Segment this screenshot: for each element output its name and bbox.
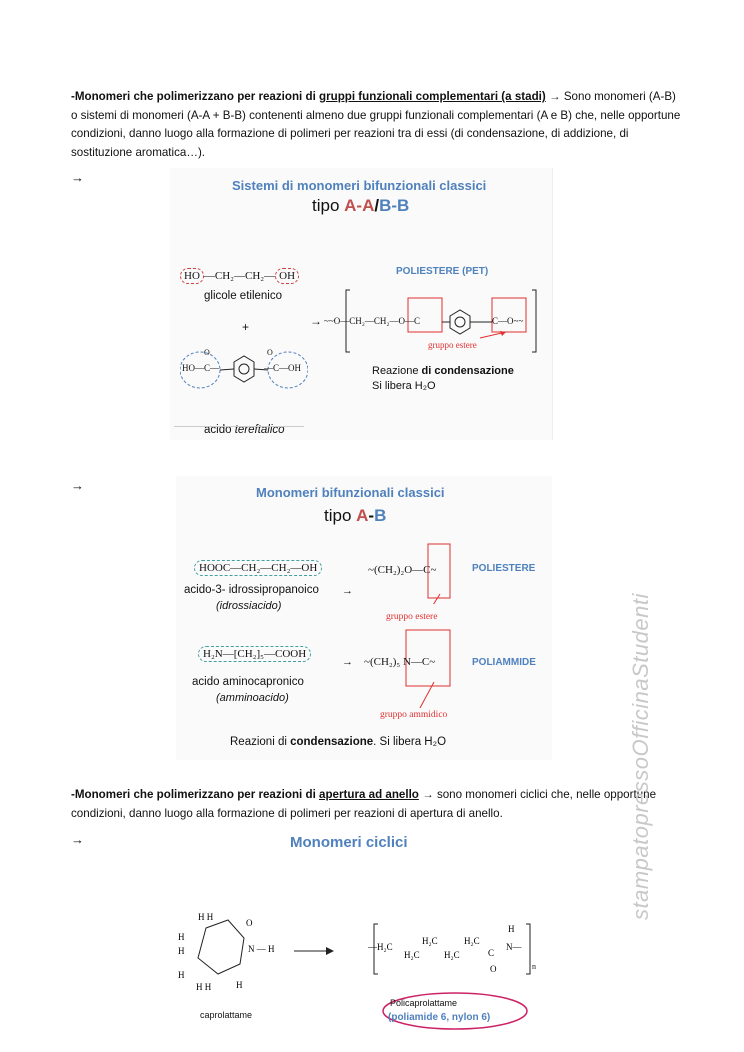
paragraph-lead: -Monomeri che polimerizzano per reazioni di xyxy=(71,90,320,103)
svg-text:—H₂C: —H₂C xyxy=(368,942,393,952)
svg-text:O: O xyxy=(490,964,497,974)
figure2-tipo: tipo A-B xyxy=(324,506,387,525)
reaction-arrow xyxy=(294,946,334,956)
figure2-title: Monomeri bifunzionali classici xyxy=(256,485,445,500)
svg-text:H₂C: H₂C xyxy=(444,950,460,960)
svg-text:H: H xyxy=(178,970,185,980)
chain-text-right: C—O~~ xyxy=(492,316,524,326)
arrow-1: → xyxy=(342,585,353,597)
polyamide-chain: ~(CH₂)₅ N—C~ xyxy=(364,656,436,668)
watermark: stampatopressoOfficinaStudenti xyxy=(628,593,653,920)
svg-text:O: O xyxy=(246,918,253,928)
svg-text:C: C xyxy=(488,948,495,958)
polyester-label-2: POLIESTERE xyxy=(472,563,536,574)
plus-sign: + xyxy=(242,320,250,334)
svg-text:H H: H H xyxy=(196,982,212,992)
svg-text:N — H: N — H xyxy=(248,944,275,954)
polymer-ellipse xyxy=(380,990,530,1032)
figure1-bottom-rule xyxy=(174,426,304,427)
polymer-alias: (poliamide 6, nylon 6) xyxy=(388,1012,491,1023)
subscript-n: n xyxy=(532,962,536,971)
reaction-line-2: Si libera H₂O xyxy=(372,380,436,392)
svg-text:H: H xyxy=(236,980,243,990)
svg-text:H: H xyxy=(508,924,515,934)
glycol-name: glicole etilenico xyxy=(204,290,282,302)
figure1-title: Sistemi di monomeri bifunzionali classici xyxy=(232,178,487,193)
arrow-bullet-3: → xyxy=(71,832,84,847)
acid-right-group: —C—OH xyxy=(264,363,302,373)
figure-aa-bb xyxy=(170,168,553,440)
caprolactam-structure xyxy=(176,908,276,998)
arrow-bullet-2: → xyxy=(71,478,84,493)
svg-text:H: H xyxy=(178,932,185,942)
polymer-name: Policaprolattame xyxy=(390,998,458,1008)
glycol-formula: HO —CH₂—CH₂— OH xyxy=(180,270,299,282)
amino-acid-formula: H₂N—[CH₂]₅—COOH xyxy=(198,646,311,662)
amino-acid-name: acido aminocapronico xyxy=(192,676,304,688)
amino-acid-class: (amminoacido) xyxy=(216,692,289,704)
acid-o-right: O xyxy=(267,348,273,357)
reaction-line-1: Reazione di condensazione xyxy=(372,365,514,377)
paragraph2-body: sono monomeri ciclici che, nelle opportune condizioni, danno luogo alla formazione di polimeri per reazioni di apertura di anello. xyxy=(71,788,657,820)
polyamide-box xyxy=(404,628,474,708)
svg-text:N—: N— xyxy=(506,942,522,952)
polyamide-label: POLIAMMIDE xyxy=(472,657,536,668)
gruppo-estere-label-2: gruppo estere xyxy=(386,612,438,622)
svg-text:H₂C: H₂C xyxy=(404,950,420,960)
acid-left-group: HO—C— xyxy=(182,363,220,373)
polyester-label: POLIESTERE (PET) xyxy=(396,266,489,277)
paragraph-stepwise xyxy=(71,88,681,162)
figure1-tipo: tipo A-A/B-B xyxy=(312,196,410,215)
figure2-reaction: Reazioni di condensazione. Si libera H₂O xyxy=(230,736,447,748)
caprolactam-name: caprolattame xyxy=(200,1010,253,1020)
hydroxy-acid-formula: HOOC—CH₂—CH₂—OH xyxy=(194,560,322,576)
paragraph-body: Sono monomeri (A-B) o sistemi di monomeri (A-A + B-B) contenenti almeno due gruppi funzionali complementari (A e B) che, nelle opportune condizioni, danno luogo alla formazione di polimeri per reazioni tra di essi (di condensazione, di addizione, di sostituzione aromatica…). xyxy=(71,90,681,159)
paragraph2-lead: -Monomeri che polimerizzano per reazioni di xyxy=(71,788,320,801)
terephthalic-acid-structure xyxy=(180,344,308,404)
figure-ab xyxy=(176,476,552,760)
chain-text-left: ~~O—CH₂—CH₂—O—C xyxy=(324,316,421,326)
arrow-bullet-1: → xyxy=(71,170,84,185)
svg-text:H H: H H xyxy=(198,912,214,922)
svg-text:H₂C: H₂C xyxy=(422,936,438,946)
hydroxy-acid-class: (idrossiacido) xyxy=(216,600,282,612)
arrow-2: → xyxy=(342,656,353,668)
oh-group: OH xyxy=(275,268,299,284)
paragraph-underlined: gruppi funzionali complementari (a stadi) xyxy=(319,90,546,103)
gruppo-estere-label: gruppo estere xyxy=(428,340,477,350)
acid-o-left: O xyxy=(204,348,210,357)
gruppo-ammidico-label: gruppo ammidico xyxy=(380,710,448,720)
paragraph-ring-opening xyxy=(71,786,681,823)
ho-group: HO xyxy=(180,268,204,284)
paragraph-arrow: → xyxy=(545,90,564,103)
acid-name: acido tereftalico xyxy=(204,424,285,436)
paragraph2-underlined: apertura ad anello xyxy=(319,788,419,801)
svg-text:H₂C: H₂C xyxy=(464,936,480,946)
hydroxy-acid-name: acido-3- idrossipropanoico xyxy=(184,584,319,596)
figure-cyclic xyxy=(170,830,550,1040)
chain-arrow: → xyxy=(310,314,322,328)
polycaprolactam-structure xyxy=(368,920,548,980)
paragraph2-arrow: → xyxy=(418,788,437,801)
figure3-title: Monomeri ciclici xyxy=(290,834,408,851)
polyester-chain: ~(CH₂)₂O—C~ xyxy=(368,564,437,576)
svg-text:H: H xyxy=(178,946,185,956)
